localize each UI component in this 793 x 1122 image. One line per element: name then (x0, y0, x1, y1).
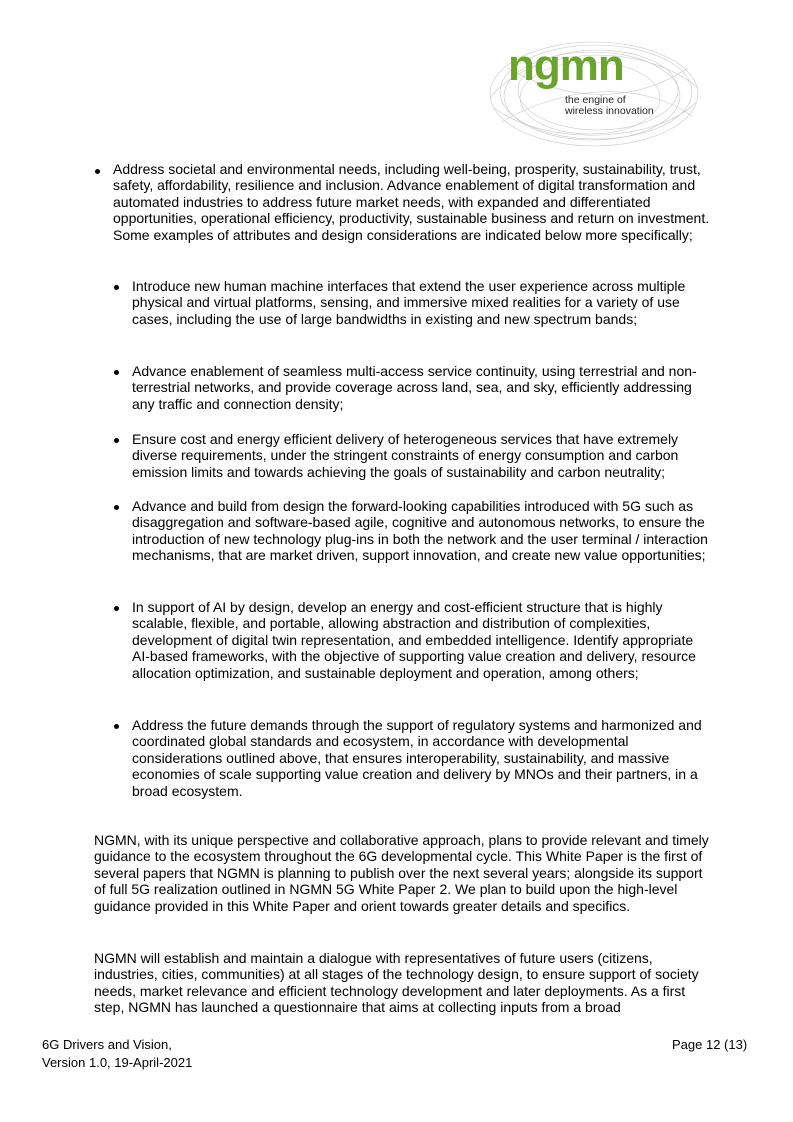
sub-bullet-item: Advance enablement of seamless multi-access service continuity, using terrestrial and non-terrestrial networks, and provide coverage across land, sea, and sky, efficiently addressing any traffic and connection density; (132, 363, 697, 412)
bullet-dot (114, 438, 119, 443)
footer-left (42, 1036, 192, 1072)
logo-tagline-line1: the engine of (565, 94, 626, 106)
bullet-dot (95, 169, 100, 174)
sub-bullet-item: Advance and build from design the forward-looking capabilities introduced with 5G such as disaggregation and software-based agile, cognitive and autonomous networks, to ensure the introduction of new technology plug-ins in both the network and the user terminal / interaction mechanisms, that are market driven, support innovation, and create new value opportunities; (132, 498, 708, 564)
bullet-dot (114, 724, 119, 729)
logo-wordmark: ngmn (508, 41, 624, 90)
sub-bullet-item: In support of AI by design, develop an energy and cost-efficient structure that is highly scalable, flexible, and portable, allowing abstraction and distribution of complexities, development of digital twin representation, and embedded intelligence. Identify appropriate AI-based frameworks, with the objective of supporting value creation and delivery, resource allocation optimization, and sustainable deployment and operation, among others; (132, 599, 696, 681)
footer-doc-title: 6G Drivers and Vision, (42, 1037, 172, 1052)
body-paragraph: NGMN will establish and maintain a dialogue with representatives of future users (citizens, industries, cities, communities) at all stages of the technology design, to ensure support of society needs, market relevance and efficient technology development and later deployments. As a first step, NGMN has launched a questionnaire that aims at collecting inputs from a broad (94, 950, 699, 1016)
bullet-dot (114, 606, 119, 611)
logo-tagline (565, 95, 654, 117)
sub-bullet-item: Introduce new human machine interfaces that extend the user experience across multiple physical and virtual platforms, sensing, and immersive mixed realities for a variety of use cases, including the use of large bandwidths in existing and new spectrum bands; (132, 278, 686, 327)
bullet-dot (114, 505, 119, 510)
bullet-dot (114, 285, 119, 290)
bullet-dot (114, 370, 119, 375)
logo-tagline-line2: wireless innovation (565, 105, 654, 117)
footer-page-number: Page 12 (13) (672, 1037, 748, 1052)
ngmn-logo (488, 38, 700, 150)
footer-doc-version: Version 1.0, 19-April-2021 (42, 1055, 193, 1070)
sub-bullet-item: Address the future demands through the support of regulatory systems and harmonized and coordinated global standards and ecosystem, in accordance with developmental considerations outlined above, that ensures interoperability, sustainability, and massive economies of scale supporting value creation and delivery by MNOs and their partners, in a broad ecosystem. (132, 717, 702, 799)
main-bullet-item: Address societal and environmental needs, including well-being, prosperity, sustainability, trust, safety, affordability, resilience and inclusion. Advance enablement of digital transformation and automated industries to address future market needs, with expanded and differentiated opportunities, operational efficiency, productivity, sustainable business and return on investment. Some examples of attributes and design considerations are indicated below more specifically; (113, 161, 710, 243)
sub-bullet-item: Ensure cost and energy efficient delivery of heterogeneous services that have extremely diverse requirements, under the stringent constraints of energy consumption and carbon emission limits and towards achieving the goals of sustainability and carbon neutrality; (132, 431, 679, 480)
body-paragraph: NGMN, with its unique perspective and collaborative approach, plans to provide relevant and timely guidance to the ecosystem throughout the 6G developmental cycle. This White Paper is the first of several papers that NGMN is planning to publish over the next several years; alongside its support of full 5G realization outlined in NGMN 5G White Paper 2. We plan to build upon the high-level guidance provided in this White Paper and orient towards greater details and specifics. (94, 832, 709, 914)
